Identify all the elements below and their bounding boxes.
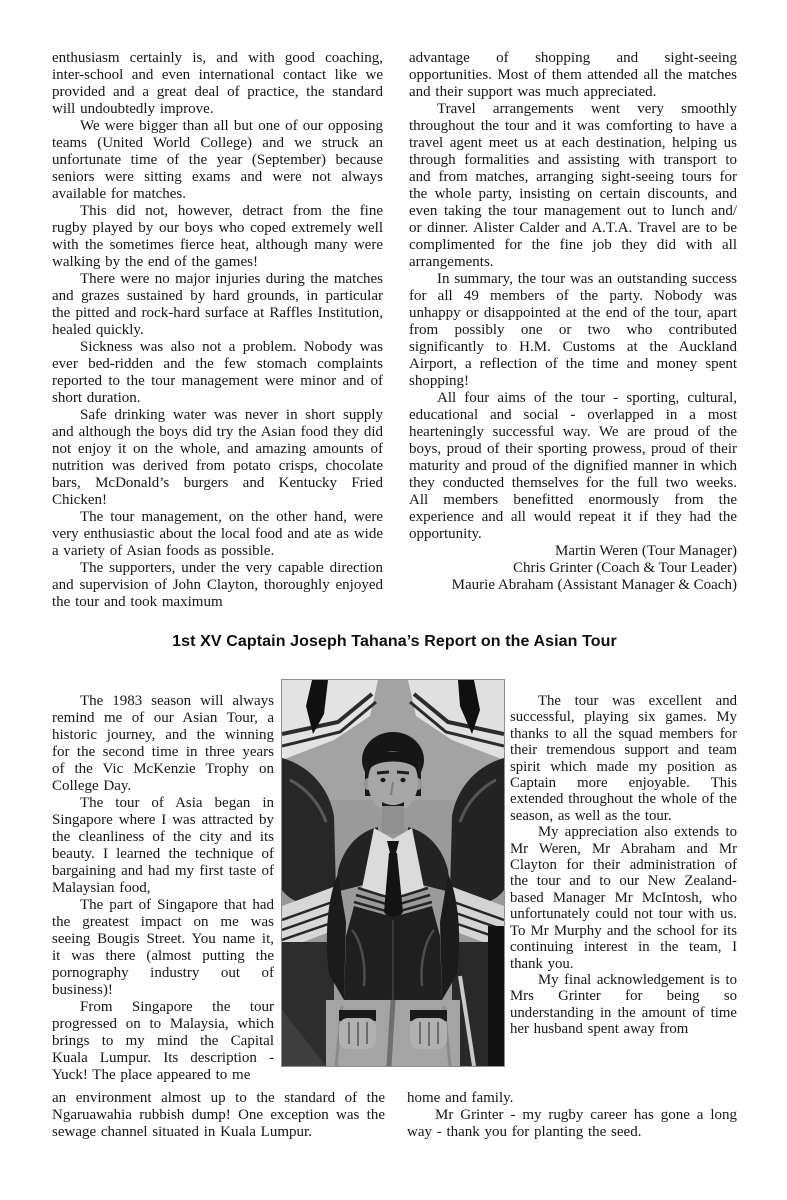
bottom-right-column (510, 680, 737, 1084)
paragraph: Sickness was also not a problem. Nobody was ever bed-ridden and the few stomach complaints reported to the tour management were minor and of short duration. (52, 339, 383, 406)
paragraph: This did not, however, detract from the fine rugby played by our boys who coped extremely well with the sometimes fierce heat, although many were walking by the end of the games! (52, 203, 383, 270)
bottom-three-column-area (52, 680, 737, 1084)
paragraph: Mr Grinter - my rugby career has gone a long way - thank you for planting the seed. (407, 1107, 737, 1140)
paragraph: home and family. (407, 1090, 514, 1106)
captain-portrait-photo (282, 680, 504, 1066)
paragraph: The part of Singapore that had the greatest impact on me was seeing Bougis Street. You name it, it was there (almost putting the pornography industry out of business)! (52, 897, 274, 998)
paragraph: Travel arrangements went very smoothly throughout the tour and it was comforting to have a travel agent meet us at each destination, helping us through formalities and assisting with transport to and from matches, arranging sight-seeing tours for the whole party, insisting on certain discounts, and even taking the tour management out to lunch and/ or dinner. Alister Calder and A.T.A. Travel are to be complimented for the fine job they did with all arrangements. (409, 101, 737, 270)
paragraph: The tour management, on the other hand, were very enthusiastic about the local food and ate as wide a variety of Asian foods as possible. (52, 509, 383, 559)
paragraph: The 1983 season will always remind me of our Asian Tour, a historic journey, and the winning for the second time in three years of the Vic McKenzie Trophy on College Day. (52, 693, 274, 794)
paragraph: All four aims of the tour - sporting, cultural, educational and social - overlapped in a most hearteningly successful way. We are proud of the boys, proud of their sporting prowess, proud of their maturity and proud of the dignified manner in which they conducted themselves for the full two weeks. All members benefitted enormously from the experience and all would repeat it if they had the opportunity. (409, 390, 737, 542)
paragraph: an environment almost up to the standard of the Ngaruawahia rubbish dump! One exception was the sewage channel situated in Kuala Lumpur. (52, 1090, 385, 1140)
paragraph: My appreciation also extends to Mr Weren, Mr Abraham and Mr Clayton for their administration of the tour and to our New Zealand-based Manager Mr McIntosh, who unfortunately could not tour with us. To Mr Murphy and the school for its continuing interest in the team, I thank you. (510, 824, 737, 972)
paragraph: The tour of Asia began in Singapore where I was attracted by the cleanliness of the city and its beauty. I learned the technique of bargaining and had my first taste of Malaysian food, (52, 795, 274, 896)
signature-block (409, 543, 737, 594)
top-right-column (409, 50, 737, 611)
bottom-right-wide-column (407, 1090, 737, 1141)
signature-line: Maurie Abraham (Assistant Manager & Coach) (451, 577, 737, 593)
top-left-column (52, 50, 383, 611)
paragraph: The supporters, under the very capable direction and supervision of John Clayton, thoroughly enjoyed the tour and took maximum (52, 560, 383, 610)
paragraph: advantage of shopping and sight-seeing opportunities. Most of them attended all the matches and their support was much appreciated. (409, 50, 737, 100)
paragraph: From Singapore the tour progressed on to Malaysia, which brings to my mind the Capital Kuala Lumpur. Its description - Yuck! The place appeared to me (52, 999, 274, 1083)
signature-line: Chris Grinter (Coach & Tour Leader) (512, 560, 737, 576)
paragraph: enthusiasm certainly is, and with good coaching, inter-school and even international contact like we provided and a great deal of practice, the standard will undoubtedly improve. (52, 50, 383, 117)
signature-line: Martin Weren (Tour Manager) (555, 543, 737, 559)
paragraph: In summary, the tour was an outstanding success for all 49 members of the party. Nobody was unhappy or disappointed at the end of the tour, apart from possibly one or two who contributed significantly to H.M. Customs at the Auckland Airport, a reflection of the time and money spent shopping! (409, 271, 737, 389)
paragraph: There were no major injuries during the matches and grazes sustained by hard grounds, in particular the pitted and rock-hard surface at Raffles Institution, healed quickly. (52, 271, 383, 338)
bottom-left-wide-column (52, 1090, 385, 1141)
section-heading: 1st XV Captain Joseph Tahana’s Report on the Asian Tour (172, 633, 617, 650)
top-two-column-text (52, 50, 737, 611)
bottom-left-column (52, 680, 274, 1084)
paragraph: My final acknowledgement is to Mrs Grinter for being so understanding in the amount of time her husband spent away from (510, 971, 737, 1038)
bottom-wide-text (52, 1090, 737, 1141)
paragraph: Safe drinking water was never in short supply and although the boys did try the Asian food they did not enjoy it on the whole, and amazing amounts of nutrition was derived from potato crisps, chocolate bars, McDonald’s burgers and Kentucky Fried Chicken! (52, 407, 383, 508)
paragraph: We were bigger than all but one of our opposing teams (United World College) and we struck an unfortunate time of the year (September) because seniors were sitting exams and were not always available for matches. (52, 118, 383, 202)
paragraph: The tour was excellent and successful, playing six games. My thanks to all the squad members for their tremendous support and team spirit which made my position as Captain more enjoyable. This extended throughout the whole of the season, as well as the tour. (510, 693, 737, 824)
